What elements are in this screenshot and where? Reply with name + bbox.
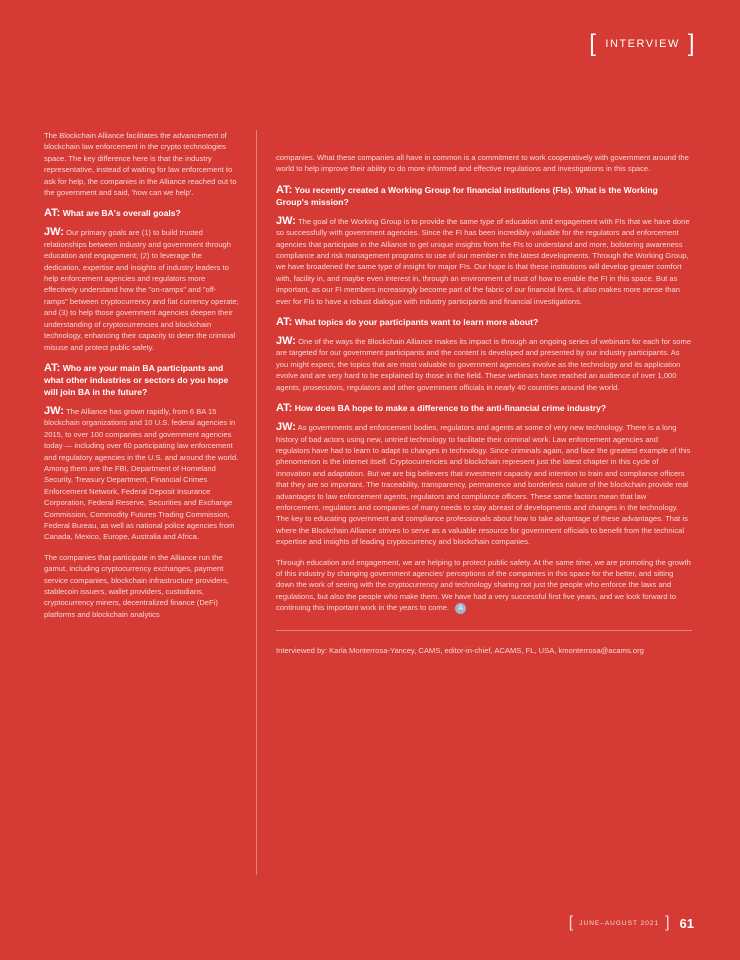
question-1 <box>44 207 240 219</box>
column-divider <box>256 130 257 875</box>
answer-4-initials: JW: <box>276 335 296 348</box>
section-tag-bracket-open: [ <box>589 30 598 57</box>
question-3-initials: AT: <box>276 183 293 196</box>
question-5 <box>276 402 692 414</box>
paragraph-participants: The companies that participate in the Alliance run the gamut, including cryptocurrency exchanges, payment service companies, blockchain infrastructure providers, stablecoin issuers, wallet providers, custodians, cryptocurrency miners, decentralized finance (DeFi) platforms and blockchain analytics <box>44 552 229 619</box>
left-column <box>44 130 240 629</box>
page-number: 61 <box>679 915 694 931</box>
interviewer-credit: Interviewed by: Karla Monterrosa-Yancey, CAMS, editor-in-chief, ACAMS, FL, USA, kmonterrosa@acams.org <box>276 645 644 655</box>
footer-bracket-close: ] <box>665 914 670 931</box>
section-tag <box>589 32 696 56</box>
answer-3-initials: JW: <box>276 214 296 227</box>
question-1-initials: AT: <box>44 207 61 220</box>
question-4-text: What topics do your participants want to learn more about? <box>294 317 539 328</box>
question-2-text: Who are your main BA participants and what other industries or sectors do you hope will join BA in the future? <box>44 362 229 397</box>
question-1-text: What are BA's overall goals? <box>62 208 181 219</box>
answer-3-text: The goal of the Working Group is to provide the same type of education and engagement with FIs that we have done so successfully with government agencies. Since the FI has been incredibly valuable for the regulators and enforcement agencies that participate in the Alliance to get unique insights from the FIs to understand and more, bolstering awareness compliance and risk management programs to use of our member in the latest developments. Through the Working Group, we have broadened the same type of insight for major FIs. Our hope is that these institutions will develop greater comfort with, facility in, and maybe even interest in, through an environment of trust of how to enable the FI in this space. But as important, as our FI members increasingly become part of the fabric of our financial lives, it also makes more sense than ever for FIs to have a robust dialogue with industry participants and financial investigations. <box>276 216 690 306</box>
right-column <box>276 152 692 665</box>
question-4-initials: AT: <box>276 316 293 329</box>
answer-4-text: One of the ways the Blockchain Alliance makes its impact is through an ongoing series of webinars for each for some are targeted for our government participants and the content is developed and presented by our industry participants. As you might expect, the topics that are most valuable to government agencies involve as the technology and its application evolve and are very hard to be explained by those in the field. These webinars have reached an audience of over 1,000 agents, prosecutors, regulators and other government officials in nearly 40 countries around the world. <box>276 337 692 392</box>
page-footer <box>569 914 694 932</box>
section-tag-bracket-close: ] <box>687 30 696 57</box>
question-4 <box>276 316 692 328</box>
answer-2 <box>44 406 240 543</box>
question-5-initials: AT: <box>276 402 293 415</box>
answer-1-initials: JW: <box>44 226 64 239</box>
answer-5 <box>276 422 692 547</box>
intro-paragraph: The Blockchain Alliance facilitates the advancement of blockchain law enforcement in the crypto technologies space. The key difference here is that the industry representative, instead of waiting for law enforcement to ask for help, the companies in the Alliance reached out to the government and said, 'how can we help'. <box>44 131 237 198</box>
answer-2-text: The Alliance has grown rapidly, from 6 BA 15 blockchain organizations and 10 U.S. federal agencies in 2015, to over 100 companies and government agencies today — including over 60 participating law enforcement and regulatory agencies in the U.S. and around the world. Among them are the FBI, Department of Homeland Security, Treasury Department, Financial Crimes Enforcement Network, Federal Deposit Insurance Corporation, Federal Reserve, Securities and Exchange Commission, Commodity Futures Trading Commission, Federal Bureau, as well as national police agencies from Canada, Mexico, Europe, Australia and Africa. <box>44 406 239 542</box>
paragraph-continued: companies. What these companies all have in common is a commitment to work cooperatively with government around the world to help improve their ability to do more informed and effective regulations and investigations in this space. <box>276 153 689 174</box>
footer-bracket-open: [ <box>568 914 574 931</box>
question-3 <box>276 184 692 208</box>
question-2 <box>44 362 240 398</box>
credit-divider <box>276 630 692 631</box>
issue-date: JUNE–AUGUST 2021 <box>579 919 660 927</box>
question-5-text: How does BA hope to make a difference to the anti-financial crime industry? <box>294 403 607 414</box>
answer-1 <box>44 227 240 352</box>
answer-3 <box>276 216 692 307</box>
section-tag-label: INTERVIEW <box>605 38 680 50</box>
answer-5-text: As governments and enforcement bodies, regulators and agents at some of very new technology. There is a long history of bad actors using new, untried technology to facilitate their criminal work. Law enforcement agencies and regulators have had to learn to adapt to changes in technology. Since criminals again, and face the greatest example of this phenomenon is the internet itself. Cryptocurrencies and blockchain represent just the latest chapter in this cycle of innovation and adaptation. But we are big believers that investment capacity and intention to train and compliance officers that they are so important. The traceability, transparency, permanence and borderless nature of the blockchain provide real advantages to law enforcement agents, regulators and compliance officers. These same factors mean that law enforcement, regulators and companies of many needs to stay abreast of developments and changes in the technology. The key to educating government and compliance professionals about how to take advantage of these advantages. That is where the Blockchain Alliance strives to serve as a valuable resource for government officials to benefit from the technical expertise and insights of leading cryptocurrency and blockchain companies. <box>276 423 691 547</box>
answer-1-text: Our primary goals are (1) to build trusted relationships between industry and government through education and engagement; (2) to leverage the dedication, expertise and insights of industry leaders to help enforcement agencies and regulators more effectively understand how the "on-ramps" and "off-ramps" between cryptocurrency and fiat currency operate; and (3) to help those government agencies deepen their understanding of cryptocurrencies and blockchain technology, enhancing their capacity to deter the criminal misuse and protect public safety. <box>44 228 239 352</box>
answer-4 <box>276 336 692 393</box>
answer-5-initials: JW: <box>276 421 296 434</box>
question-3-text: You recently created a Working Group for financial institutions (FIs). What is the Working Group's mission? <box>276 184 658 207</box>
question-2-initials: AT: <box>44 361 61 374</box>
end-mark-icon: A <box>455 603 466 614</box>
paragraph-final-text: Through education and engagement, we are helping to protect public safety. At the same time, we are promoting the growth of this industry by changing government agencies' perceptions of the companies in this space for the better, and sitting down the work of seeing with the cryptocurrency and technology sharing not just the people who enforce the laws and regulations, but also the people who make them. We have had a very successful first five years, and we look forward to continuing this important work in the years to come. <box>276 557 691 613</box>
answer-2-initials: JW: <box>44 404 64 417</box>
paragraph-final <box>276 557 692 614</box>
